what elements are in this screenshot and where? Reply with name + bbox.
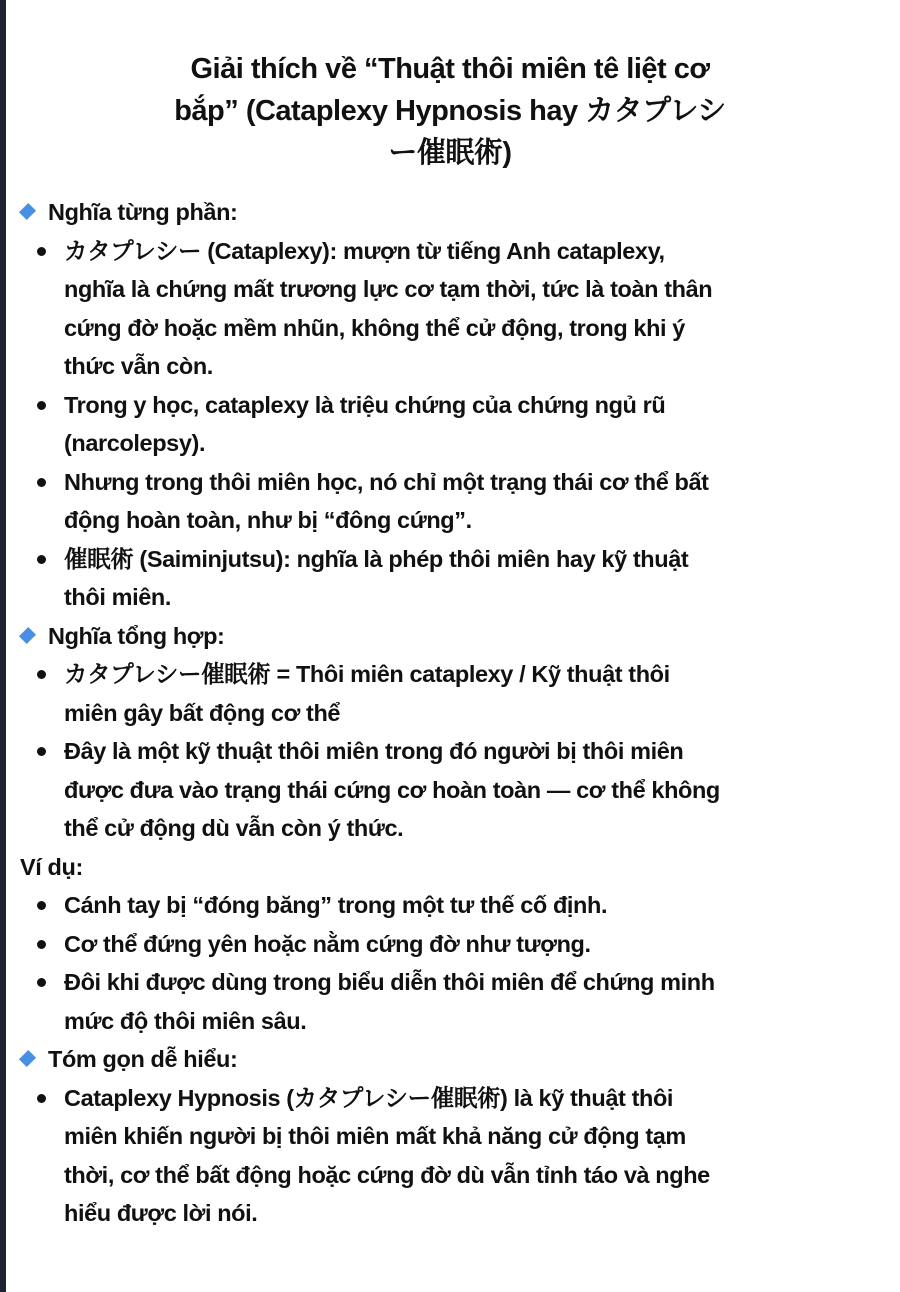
bullet-icon [37, 940, 46, 949]
list-item [0, 963, 900, 1040]
list-item-line: cứng đờ hoặc mềm nhũn, không thể cử động, trong khi ý [64, 314, 685, 341]
list-item-line: Đây là một kỹ thuật thôi miên trong đó người bị thôi miên [64, 738, 684, 764]
list-item [0, 1079, 900, 1233]
list-item [0, 232, 900, 386]
list-item-line: Cánh tay bị “đóng băng” trong một tư thế cố định. [64, 892, 608, 918]
list-item-line: nghĩa là chứng mất trương lực cơ tạm thời, tức là toàn thân [64, 276, 713, 302]
bullet-icon [37, 670, 46, 679]
title-line: Giải thích về “Thuật thôi miên tê liệt cơ [190, 53, 710, 85]
list-item-line: Trong y học, cataplexy là triệu chứng của chứng ngủ rũ [64, 391, 666, 418]
section-heading [0, 1040, 900, 1079]
list-item [0, 886, 900, 925]
list-item [0, 655, 900, 732]
section-heading-text: Nghĩa tổng hợp: [48, 622, 225, 649]
section-heading-text: Tóm gọn dễ hiểu: [48, 1046, 238, 1072]
list-item-line: Đôi khi được dùng trong biểu diễn thôi miên để chứng minh [64, 969, 715, 995]
list-item-line: Cataplexy Hypnosis (カタプレシー催眠術) là kỹ thuật thôi [64, 1084, 674, 1111]
list-item [0, 386, 900, 463]
list-item [0, 540, 900, 617]
title-line: ー催眠術) [388, 137, 512, 169]
list-item-line: hiểu được lời nói. [64, 1200, 258, 1226]
bullet-icon [37, 747, 46, 756]
list-item [0, 925, 900, 964]
bullet-icon [37, 901, 46, 910]
section-heading [0, 848, 900, 887]
document-body [0, 193, 900, 1233]
section-heading-text: Nghĩa từng phần: [48, 199, 238, 225]
list-item-line: được đưa vào trạng thái cứng cơ hoàn toàn — cơ thể không [64, 776, 720, 803]
list-item-line: 催眠術 (Saiminjutsu): nghĩa là phép thôi miên hay kỹ thuật [64, 545, 689, 572]
bullet-icon [37, 555, 46, 564]
list-item-line: thôi miên. [64, 584, 171, 610]
bullet-icon [37, 247, 46, 256]
bullet-icon [37, 1094, 46, 1103]
section-heading [0, 193, 900, 232]
list-item-line: động hoàn toàn, như bị “đông cứng”. [64, 507, 472, 533]
list-item-line: カタプレシー催眠術 = Thôi miên cataplexy / Kỹ thuật thôi [64, 661, 670, 687]
list-item [0, 732, 900, 848]
list-item-line: miên khiến người bị thôi miên mất khả năng cử động tạm [64, 1123, 686, 1149]
document-title [0, 48, 900, 174]
list-item-line: Cơ thể đứng yên hoặc nằm cứng đờ như tượng. [64, 930, 591, 957]
section-heading [0, 617, 900, 656]
list-item-line: thời, cơ thể bất động hoặc cứng đờ dù vẫn tỉnh táo và nghe [64, 1161, 710, 1188]
list-item-line: thể cử động dù vẫn còn ý thức. [64, 815, 404, 841]
list-item-line: miên gây bất động cơ thể [64, 699, 341, 726]
list-item [0, 463, 900, 540]
list-item-line: Nhưng trong thôi miên học, nó chỉ một trạng thái cơ thể bất [64, 468, 709, 495]
bullet-icon [37, 978, 46, 987]
list-item-line: カタプレシー (Cataplexy): mượn từ tiếng Anh cataplexy, [64, 237, 665, 264]
section-heading-text: Ví dụ: [20, 853, 83, 880]
list-item-line: mức độ thôi miên sâu. [64, 1007, 307, 1034]
bullet-icon [37, 478, 46, 487]
list-item-line: (narcolepsy). [64, 430, 206, 456]
bullet-icon [37, 401, 46, 410]
title-line: bắp” (Cataplexy Hypnosis hay カタプレシ [174, 95, 726, 127]
list-item-line: thức vẫn còn. [64, 353, 213, 379]
